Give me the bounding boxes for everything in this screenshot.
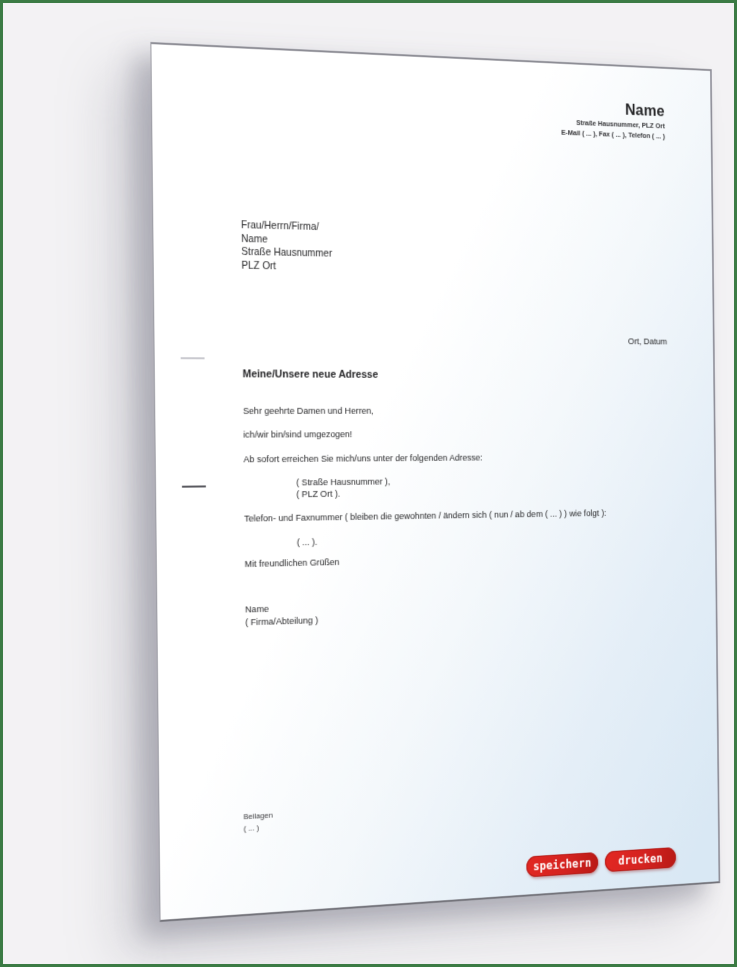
closing-line: Mit freundlichen Grüßen xyxy=(244,557,340,570)
recipient-line: Frau/Herrn/Firma/ xyxy=(241,219,320,233)
body-phone-line: Telefon- und Faxnummer ( bleiben die gewohnten / ändern sich ( nun / ab dem ( ... ) ) wie folgt ): xyxy=(244,508,607,525)
letterhead-name: Name xyxy=(624,100,665,120)
enclosures-placeholder: ( ... ) xyxy=(243,823,260,834)
recipient-line: PLZ Ort xyxy=(241,259,277,273)
enclosures-label: Beilagen xyxy=(243,810,273,822)
recipient-line: Straße Hausnummer xyxy=(241,246,333,260)
enclosures-block xyxy=(243,810,273,836)
save-button[interactable]: speichern xyxy=(526,852,598,877)
body-reach-line: Ab sofort erreichen Sie mich/uns unter der folgenden Adresse: xyxy=(243,452,483,466)
fold-mark-top xyxy=(181,357,205,359)
signature-name: Name xyxy=(245,603,269,616)
recipient-block xyxy=(241,219,332,275)
phone-placeholder: ( ... ). xyxy=(296,537,318,549)
print-button[interactable]: drucken xyxy=(605,847,676,872)
letterhead xyxy=(561,98,665,142)
subject-line: Meine/Unsere neue Adresse xyxy=(242,368,379,381)
recipient-line: Name xyxy=(241,232,268,246)
letterhead-contact: E-Mail ( ... ), Fax ( ... ), Telefon ( ... ) xyxy=(561,128,666,141)
date-line: Ort, Datum xyxy=(627,336,668,348)
body-moved-line: ich/wir bin/sind umgezogen! xyxy=(243,429,353,441)
salutation: Sehr geehrte Damen und Herren, xyxy=(242,405,374,417)
letter-page xyxy=(150,42,720,922)
signature-company: ( Firma/Abteilung ) xyxy=(245,615,319,629)
signature-block xyxy=(245,602,318,630)
new-address-city: ( PLZ Ort ). xyxy=(296,489,341,501)
new-address-placeholder xyxy=(296,477,390,502)
fold-mark-middle xyxy=(182,485,206,487)
letterhead-address: Straße Hausnummer, PLZ Ort xyxy=(576,118,665,131)
new-address-street: ( Straße Hausnummer ), xyxy=(296,476,391,489)
